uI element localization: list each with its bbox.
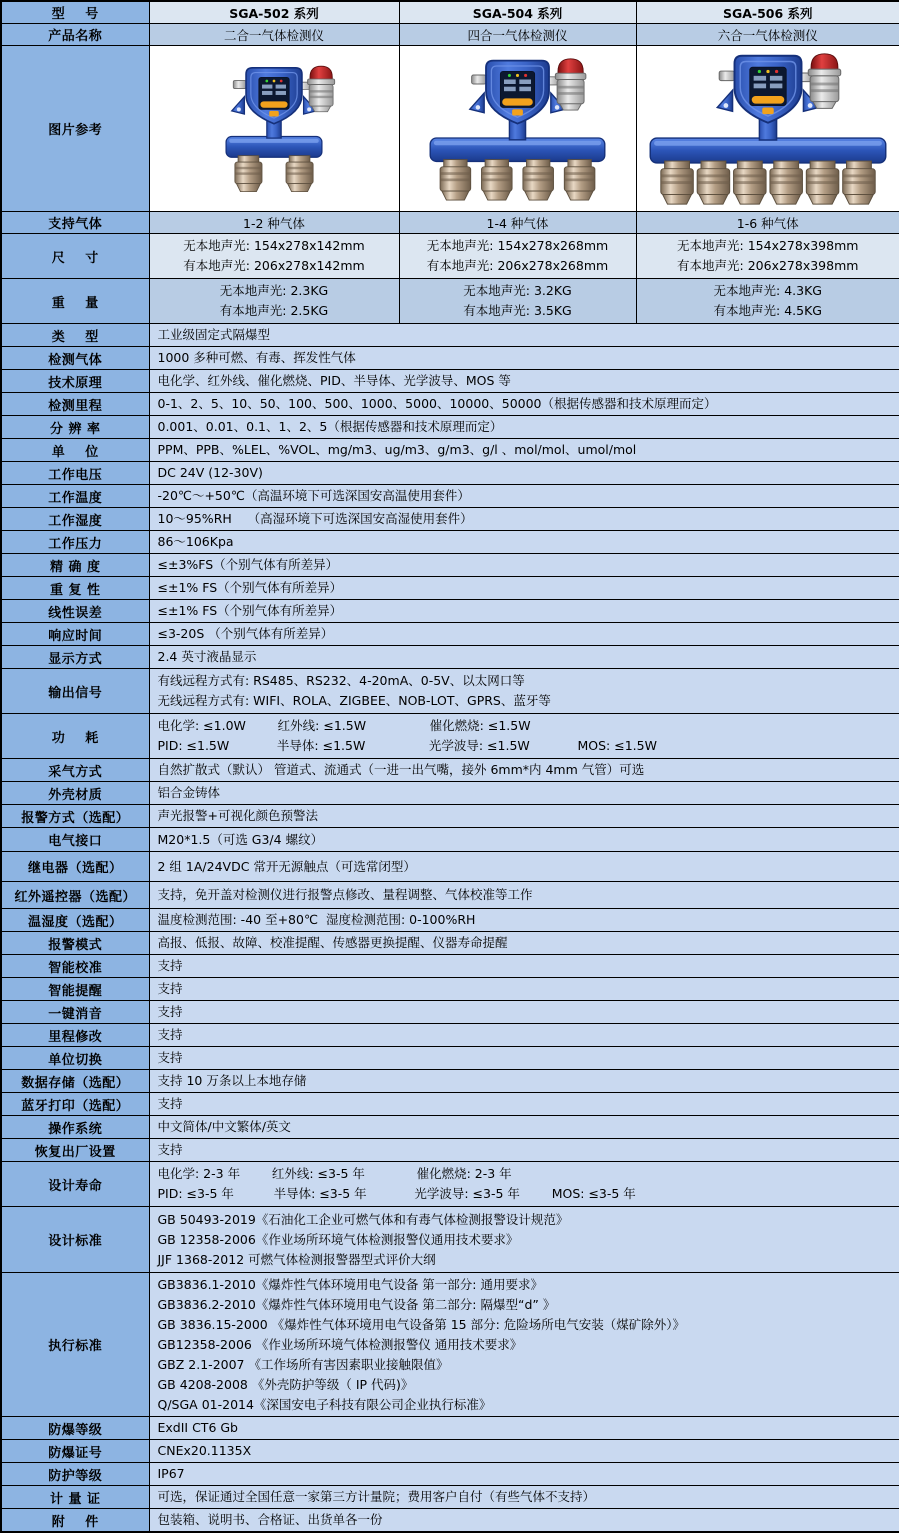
- spec-value: 1-2 种气体: [149, 212, 399, 234]
- spec-line: 有本地声光: 206x278x142mm: [183, 258, 365, 273]
- spec-line: 支持 10 万条以上本地存储: [157, 1073, 307, 1088]
- row-model: [1, 1, 899, 24]
- row-label: 单 位: [1, 439, 149, 462]
- spec-line: JJF 1368-2012 可燃气体检测报警器型式评价大纲: [157, 1251, 436, 1267]
- row-label: 技术原理: [1, 370, 149, 393]
- spec-line: 有本地声光: 206x278x398mm: [677, 258, 859, 273]
- row-power-consumption: [1, 714, 899, 759]
- row-label: 外壳材质: [1, 782, 149, 805]
- spec-line: 电化学: ≤1.0W 红外线: ≤1.5W 催化燃烧: ≤1.5W: [157, 718, 531, 733]
- row-smart-reminder: [1, 978, 899, 1001]
- row-label: 输出信号: [1, 669, 149, 714]
- spec-value: [149, 600, 899, 623]
- product-image-cell: [399, 46, 636, 212]
- spec-line: GB 12358-2006《作业场所环境气体检测报警仪通用技术要求》: [157, 1231, 519, 1247]
- row-label: 计 量 证: [1, 1486, 149, 1509]
- spec-value: [149, 485, 899, 508]
- spec-value: [149, 1070, 899, 1093]
- spec-line: 工业级固定式隔爆型: [157, 327, 271, 342]
- spec-line: 温度检测范围: -40 至+80℃ 湿度检测范围: 0-100%RH: [157, 912, 476, 927]
- spec-line: 无本地声光: 2.3KG: [219, 283, 329, 298]
- spec-value: [149, 909, 899, 932]
- spec-line: 10～95%RH （高湿环境下可选深国安高湿使用套件）: [157, 511, 473, 526]
- spec-value: [149, 1207, 899, 1273]
- row-label: 报警方式（选配）: [1, 805, 149, 828]
- row-label: 设计寿命: [1, 1162, 149, 1207]
- spec-value: [149, 932, 899, 955]
- spec-value: [149, 759, 899, 782]
- spec-line: PID: ≤1.5W 半导体: ≤1.5W 光学波导: ≤1.5W MOS: ≤1.5W: [157, 738, 657, 753]
- row-factory-reset: [1, 1139, 899, 1162]
- row-smart-calibration: [1, 955, 899, 978]
- spec-line: GB3836.2-2010《爆炸性气体环境用电气设备 第二部分: 隔爆型“d” 》: [157, 1296, 556, 1312]
- spec-line: 无本地声光: 154x278x268mm: [426, 238, 609, 253]
- row-display-mode: [1, 646, 899, 669]
- spec-value: [149, 393, 899, 416]
- spec-line: 无本地声光: 4.3KG: [713, 283, 822, 298]
- spec-value: [149, 1440, 899, 1463]
- spec-line: 有本地声光: 206x278x268mm: [426, 258, 609, 273]
- row-label: 分 辨 率: [1, 416, 149, 439]
- row-label: 里程修改: [1, 1024, 149, 1047]
- spec-line: 自然扩散式（默认） 管道式、流通式（一进一出气嘴，接外 6mm*内 4mm 气管）可选: [157, 762, 645, 777]
- row-working-pressure: [1, 531, 899, 554]
- spec-value: [149, 1509, 899, 1533]
- row-bluetooth-printing: [1, 1093, 899, 1116]
- spec-line: 支持: [157, 958, 183, 973]
- row-resolution: [1, 416, 899, 439]
- spec-line: 支持: [157, 981, 183, 996]
- row-label: 检测气体: [1, 347, 149, 370]
- product-image-cell: [149, 46, 399, 212]
- spec-value: SGA-504 系列: [399, 1, 636, 24]
- spec-line: 高报、低报、故障、校准提醒、传感器更换提醒、仪器寿命提醒: [157, 935, 508, 950]
- row-label: 精 确 度: [1, 554, 149, 577]
- row-label: 类 型: [1, 324, 149, 347]
- spec-value: 1-4 种气体: [399, 212, 636, 234]
- row-protection-grade: [1, 1463, 899, 1486]
- spec-value: [149, 1162, 899, 1207]
- spec-value: 六合一气体检测仪: [636, 24, 899, 46]
- row-alarm-method: [1, 805, 899, 828]
- row-range-modification: [1, 1024, 899, 1047]
- row-alarm-modes: [1, 932, 899, 955]
- spec-value: [149, 623, 899, 646]
- spec-line: -20℃～+50℃（高温环境下可选深国安高温使用套件）: [157, 488, 470, 503]
- sga-504-four-in-one-detector-image: [405, 55, 630, 203]
- spec-line: ExdII CT6 Gb: [157, 1420, 238, 1435]
- spec-line: DC 24V (12-30V): [157, 465, 263, 480]
- spec-line: 中文简体/中文繁体/英文: [157, 1119, 291, 1134]
- spec-line: 有本地声光: 4.5KG: [713, 303, 822, 318]
- row-label: 产品名称: [1, 24, 149, 46]
- spec-line: 2 组 1A/24VDC 常开无源触点（可选常闭型）: [157, 858, 416, 874]
- row-repeatability: [1, 577, 899, 600]
- spec-line: M20*1.5（可选 G3/4 螺纹）: [157, 831, 324, 847]
- row-unit-switching: [1, 1047, 899, 1070]
- sga-506-six-in-one-detector-image: [648, 50, 888, 207]
- spec-line: 无本地声光: 154x278x398mm: [677, 238, 859, 253]
- spec-line: 1000 多种可燃、有毒、挥发性气体: [157, 350, 356, 365]
- spec-value: [149, 234, 399, 279]
- spec-value: [149, 852, 899, 882]
- spec-line: 电化学: 2-3 年 红外线: ≤3-5 年 催化燃烧: 2-3 年: [157, 1166, 512, 1181]
- row-design-life: [1, 1162, 899, 1207]
- row-housing-material: [1, 782, 899, 805]
- row-label: 采气方式: [1, 759, 149, 782]
- row-product-name: [1, 24, 899, 46]
- sga-502-two-in-one-detector-image: [174, 63, 374, 194]
- spec-line: 支持，免开盖对检测仪进行报警点修改、量程调整、气体校准等工作: [157, 887, 533, 902]
- row-label: 工作湿度: [1, 508, 149, 531]
- spec-line: 无本地声光: 3.2KG: [463, 283, 572, 298]
- row-label: 工作电压: [1, 462, 149, 485]
- spec-line: 有本地声光: 3.5KG: [463, 303, 572, 318]
- spec-line: ≤±1% FS（个别气体有所差异）: [157, 603, 343, 618]
- row-linearity-error: [1, 600, 899, 623]
- row-units: [1, 439, 899, 462]
- row-label: 工作温度: [1, 485, 149, 508]
- spec-value: [149, 531, 899, 554]
- spec-line: 支持: [157, 1027, 183, 1042]
- spec-line: IP67: [157, 1466, 185, 1481]
- spec-line: GB3836.1-2010《爆炸性气体环境用电气设备 第一部分: 通用要求》: [157, 1276, 543, 1292]
- spec-value: [149, 882, 899, 909]
- row-label: 响应时间: [1, 623, 149, 646]
- row-working-humidity: [1, 508, 899, 531]
- spec-line: 支持: [157, 1004, 183, 1019]
- spec-value: 四合一气体检测仪: [399, 24, 636, 46]
- spec-value: [399, 234, 636, 279]
- row-electrical-interface: [1, 828, 899, 852]
- spec-value: [636, 279, 899, 324]
- row-label: 继电器（选配）: [1, 852, 149, 882]
- spec-value: [149, 1024, 899, 1047]
- spec-value: [149, 646, 899, 669]
- row-label: 工作压力: [1, 531, 149, 554]
- spec-line: 0.001、0.01、0.1、1、2、5（根据传感器和技术原理而定）: [157, 419, 503, 434]
- spec-value: [149, 1463, 899, 1486]
- spec-value: SGA-502 系列: [149, 1, 399, 24]
- row-label: 型 号: [1, 1, 149, 24]
- spec-line: 86～106Kpa: [157, 534, 234, 549]
- row-label: 智能提醒: [1, 978, 149, 1001]
- spec-value: [149, 1093, 899, 1116]
- spec-value: [149, 508, 899, 531]
- spec-value: [149, 1139, 899, 1162]
- row-response-time: [1, 623, 899, 646]
- spec-value: 1-6 种气体: [636, 212, 899, 234]
- product-image-cell: [636, 46, 899, 212]
- row-label: 线性误差: [1, 600, 149, 623]
- row-weight: [1, 279, 899, 324]
- spec-line: GB 4208-2008 《外壳防护等级（ IP 代码)》: [157, 1376, 414, 1392]
- row-label: 数据存储（选配）: [1, 1070, 149, 1093]
- spec-line: Q/SGA 01-2014《深国安电子科技有限公司企业执行标准》: [157, 1396, 492, 1412]
- spec-value: [149, 1417, 899, 1440]
- row-accessories: [1, 1509, 899, 1533]
- spec-value: [149, 279, 399, 324]
- row-technology-principle: [1, 370, 899, 393]
- row-label: 操作系统: [1, 1116, 149, 1139]
- row-accuracy: [1, 554, 899, 577]
- row-label: 温湿度（选配）: [1, 909, 149, 932]
- spec-value: [149, 955, 899, 978]
- spec-table-body: [1, 1, 899, 1532]
- spec-line: GB12358-2006 《作业场所环境气体检测报警仪 通用技术要求》: [157, 1336, 523, 1352]
- spec-value: [149, 554, 899, 577]
- spec-value: [149, 1116, 899, 1139]
- spec-value: SGA-506 系列: [636, 1, 899, 24]
- spec-value: [149, 669, 899, 714]
- spec-line: PPM、PPB、%LEL、%VOL、mg/m3、ug/m3、g/m3、g/l 、mol/mol、umol/mol: [157, 442, 637, 457]
- spec-value: 二合一气体检测仪: [149, 24, 399, 46]
- row-label: 电气接口: [1, 828, 149, 852]
- row-label: 执行标准: [1, 1273, 149, 1417]
- spec-value: [149, 805, 899, 828]
- spec-value: [149, 439, 899, 462]
- row-detection-range: [1, 393, 899, 416]
- spec-line: PID: ≤3-5 年 半导体: ≤3-5 年 光学波导: ≤3-5 年 MOS: ≤3-5 年: [157, 1186, 636, 1201]
- row-operating-system: [1, 1116, 899, 1139]
- spec-line: 支持: [157, 1142, 183, 1157]
- row-label: 防爆等级: [1, 1417, 149, 1440]
- spec-value: [149, 714, 899, 759]
- spec-value: [149, 370, 899, 393]
- row-design-standards: [1, 1207, 899, 1273]
- spec-line: 有本地声光: 2.5KG: [219, 303, 329, 318]
- row-detected-gases: [1, 347, 899, 370]
- spec-line: 无线远程方式有: WIFI、ROLA、ZIGBEE、NOB-LOT、GPRS、蓝牙等: [157, 693, 551, 708]
- row-label: 支持气体: [1, 212, 149, 234]
- spec-value: [149, 1273, 899, 1417]
- spec-line: 可选，保证通过全国任意一家第三方计量院；费用客户自付（有些气体不支持）: [157, 1489, 596, 1504]
- row-label: 重 量: [1, 279, 149, 324]
- row-label: 检测里程: [1, 393, 149, 416]
- spec-value: [636, 234, 899, 279]
- spec-line: 2.4 英寸液晶显示: [157, 649, 257, 664]
- row-label: 显示方式: [1, 646, 149, 669]
- spec-line: GB 50493-2019《石油化工企业可燃气体和有毒气体检测报警设计规范》: [157, 1211, 569, 1227]
- row-label: 附 件: [1, 1509, 149, 1533]
- spec-value: [149, 1047, 899, 1070]
- row-label: 一键消音: [1, 1001, 149, 1024]
- row-label: 图片参考: [1, 46, 149, 212]
- row-executive-standards: [1, 1273, 899, 1417]
- row-working-voltage: [1, 462, 899, 485]
- row-label: 智能校准: [1, 955, 149, 978]
- row-explosion-proof-cert-no: [1, 1440, 899, 1463]
- row-label: 恢复出厂设置: [1, 1139, 149, 1162]
- row-label: 重 复 性: [1, 577, 149, 600]
- row-product-image: [1, 46, 899, 212]
- spec-value: [149, 347, 899, 370]
- row-label: 单位切换: [1, 1047, 149, 1070]
- spec-value: [399, 279, 636, 324]
- row-relay: [1, 852, 899, 882]
- spec-value: [149, 782, 899, 805]
- row-label: 功 耗: [1, 714, 149, 759]
- row-working-temperature: [1, 485, 899, 508]
- spec-line: GB 3836.15-2000 《爆炸性气体环境用电气设备第 15 部分: 危险场所电气安装（煤矿除外）》: [157, 1316, 686, 1332]
- spec-line: 有线远程方式有: RS485、RS232、4-20mA、0-5V、以太网口等: [157, 673, 525, 688]
- row-dimensions: [1, 234, 899, 279]
- row-ir-remote-control: [1, 882, 899, 909]
- spec-line: ≤±3%FS（个别气体有所差异）: [157, 557, 339, 572]
- spec-line: ≤3-20S （个别气体有所差异）: [157, 626, 334, 641]
- row-explosion-proof-grade: [1, 1417, 899, 1440]
- spec-value: [149, 416, 899, 439]
- row-one-key-mute: [1, 1001, 899, 1024]
- spec-line: 铝合金铸体: [157, 785, 221, 800]
- spec-line: GBZ 2.1-2007 《工作场所有害因素职业接触限值》: [157, 1356, 449, 1372]
- row-label: 红外遥控器（选配）: [1, 882, 149, 909]
- row-label: 报警模式: [1, 932, 149, 955]
- spec-value: [149, 462, 899, 485]
- spec-line: 无本地声光: 154x278x142mm: [183, 238, 365, 253]
- row-type: [1, 324, 899, 347]
- row-label: 尺 寸: [1, 234, 149, 279]
- row-output-signal: [1, 669, 899, 714]
- row-metrology-certificate: [1, 1486, 899, 1509]
- spec-line: 0-1、2、5、10、50、100、500、1000、5000、10000、50000（根据传感器和技术原理而定）: [157, 396, 717, 411]
- spec-line: CNEx20.1135X: [157, 1443, 252, 1458]
- row-label: 防爆证号: [1, 1440, 149, 1463]
- row-supported-gases: [1, 212, 899, 234]
- spec-value: [149, 828, 899, 852]
- spec-line: 包装箱、说明书、合格证、出货单各一份: [157, 1512, 383, 1527]
- row-label: 设计标准: [1, 1207, 149, 1273]
- row-data-storage: [1, 1070, 899, 1093]
- row-sampling-method: [1, 759, 899, 782]
- row-label: 蓝牙打印（选配）: [1, 1093, 149, 1116]
- spec-value: [149, 978, 899, 1001]
- spec-line: 声光报警+可视化颜色预警法: [157, 808, 318, 823]
- spec-value: [149, 1486, 899, 1509]
- spec-value: [149, 1001, 899, 1024]
- row-label: 防护等级: [1, 1463, 149, 1486]
- spec-value: [149, 324, 899, 347]
- spec-line: 电化学、红外线、催化燃烧、PID、半导体、光学波导、MOS 等: [157, 373, 511, 388]
- spec-line: ≤±1% FS（个别气体有所差异）: [157, 580, 343, 595]
- spec-value: [149, 577, 899, 600]
- spec-line: 支持: [157, 1050, 183, 1065]
- spec-line: 支持: [157, 1096, 183, 1111]
- row-temp-humidity: [1, 909, 899, 932]
